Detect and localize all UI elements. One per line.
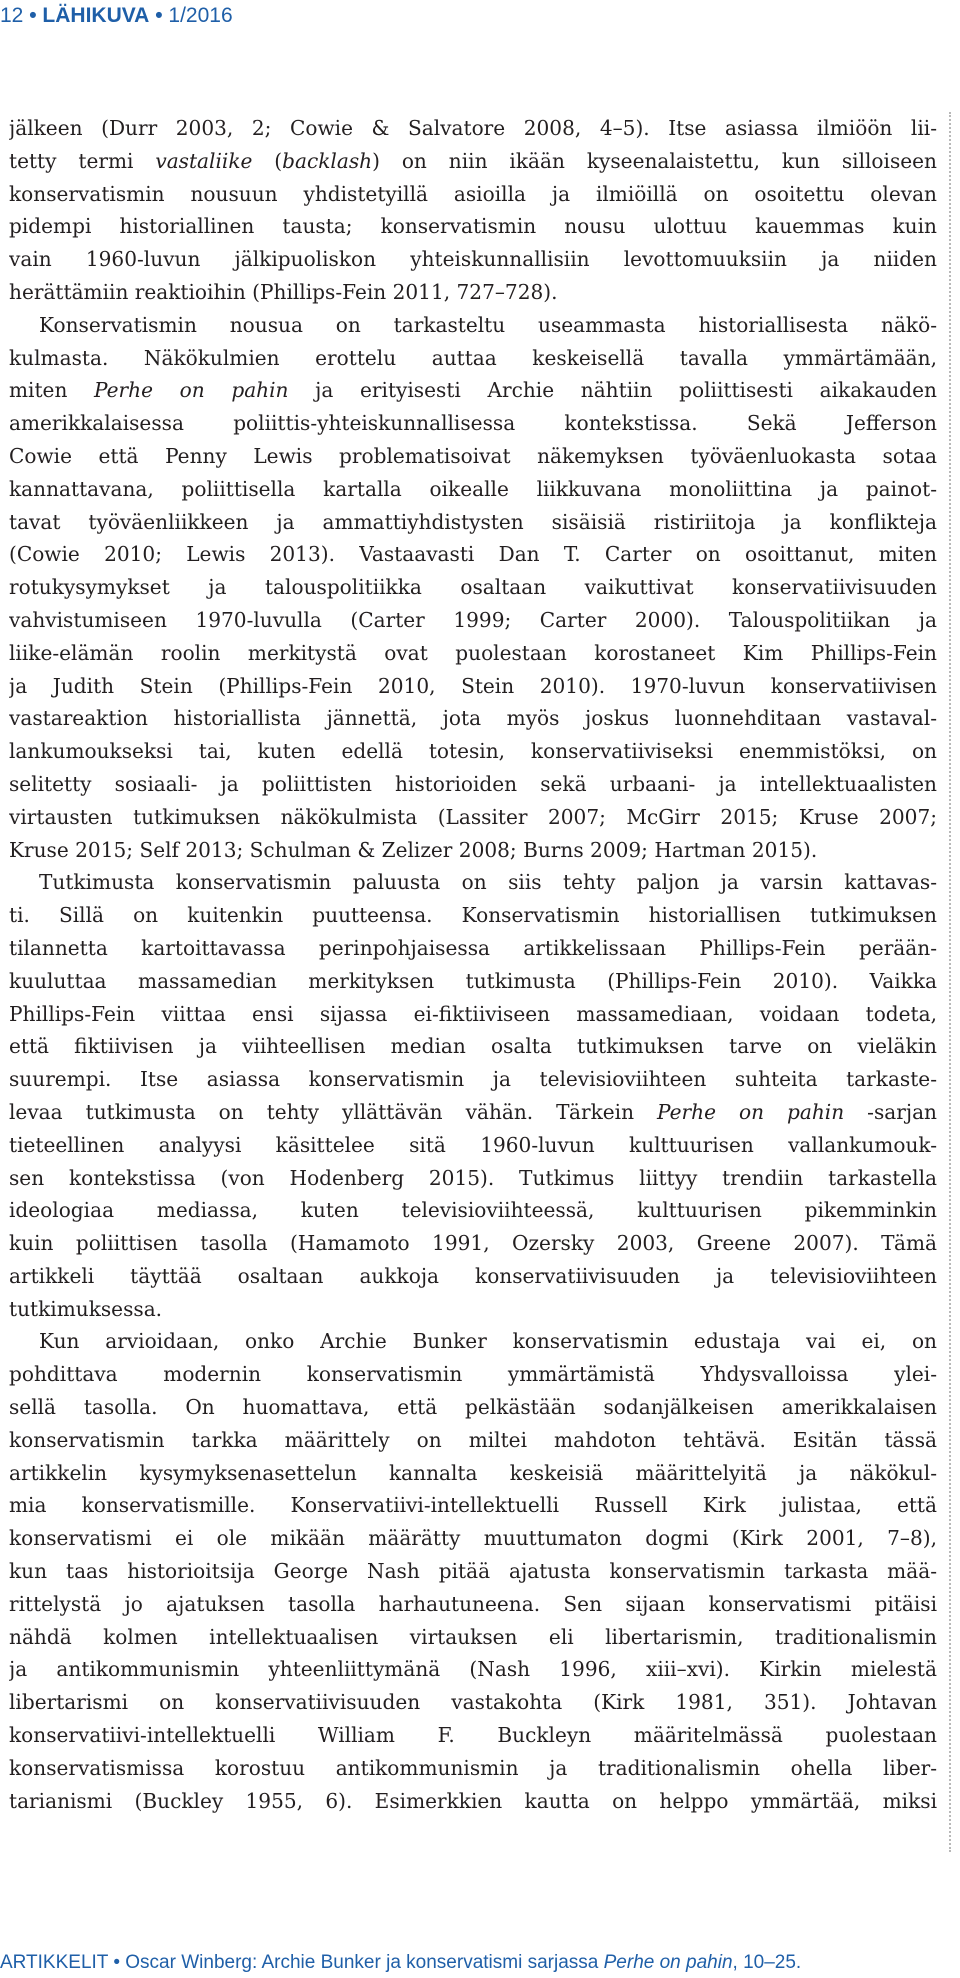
body-text-line xyxy=(9,702,937,735)
article-body xyxy=(9,112,937,1817)
header-separator: • xyxy=(155,4,163,27)
body-text-line xyxy=(9,1260,937,1293)
body-text-line xyxy=(9,670,937,703)
body-text-line xyxy=(9,1162,937,1195)
footer-pages: , 10–25. xyxy=(732,1952,802,1973)
body-text-line xyxy=(9,735,937,768)
body-text-line xyxy=(9,506,937,539)
body-text-line xyxy=(9,1096,937,1129)
text-segment: Cowie että Penny Lewis problematisoivat näkemyksen työväenluokasta sotaa xyxy=(9,443,937,468)
text-segment: vastareaktion historiallista jännettä, jota myös joskus luonnehditaan vastaval- xyxy=(9,706,937,731)
body-text-line xyxy=(9,1785,937,1818)
text-segment: tavat työväenliikkeen ja ammattiyhdistysten sisäisiä ristiriitoja ja konflikteja xyxy=(9,509,937,534)
body-text-line xyxy=(9,899,937,932)
body-text-line xyxy=(9,1030,937,1063)
body-text-line xyxy=(9,866,937,899)
italic-text: Perhe on pahin xyxy=(657,1099,845,1124)
text-segment: selitetty sosiaali- ja poliittisten historioiden sekä urbaani- ja intellektuaalisten xyxy=(9,771,937,796)
running-header xyxy=(0,4,233,28)
text-segment: Kun arvioidaan, onko Archie Bunker konservatismin edustaja vai ei, on xyxy=(39,1329,937,1354)
text-segment: Kruse 2015; Self 2013; Schulman & Zelizer 2008; Burns 2009; Hartman 2015). xyxy=(9,837,818,862)
text-segment: lankumoukseksi tai, kuten edellä totesin, konservatiiviseksi enemmistöksi, on xyxy=(9,739,937,764)
body-text-line xyxy=(9,145,937,178)
header-separator: • xyxy=(29,4,37,27)
text-segment: amerikkalaisessa poliittis-yhteiskunnallisessa kontekstissa. Sekä Jefferson xyxy=(9,411,937,436)
body-text-line xyxy=(9,637,937,670)
text-segment: kuin poliittisen tasolla (Hamamoto 1991, Ozersky 2003, Greene 2007). Tämä xyxy=(9,1231,937,1256)
body-text-line xyxy=(9,801,937,834)
text-segment: konservatiivi-intellektuelli William F. Buckleyn määritelmässä puolestaan xyxy=(9,1723,937,1748)
body-text-line xyxy=(9,965,937,998)
text-segment: liike-elämän roolin merkitystä ovat puolestaan korostaneet Kim Phillips-Fein xyxy=(9,640,937,665)
body-text-line xyxy=(9,1555,937,1588)
text-segment: vahvistumiseen 1970-luvulla (Carter 1999; Carter 2000). Talouspolitiikan ja xyxy=(9,607,937,632)
text-segment: levaa tutkimusta on tehty yllättävän vähän. Tärkein xyxy=(9,1099,658,1124)
text-segment: Phillips-Fein viittaa ensi sijassa ei-fiktiiviseen massamediaan, voidaan todeta, xyxy=(9,1001,937,1026)
body-text-line xyxy=(9,768,937,801)
text-segment: konservatismin tarkka määrittely on miltei mahdoton tehtävä. Esitän tässä xyxy=(9,1427,937,1452)
body-text-line xyxy=(9,1752,937,1785)
text-segment: virtausten tutkimuksen näkökulmista (Lassiter 2007; McGirr 2015; Kruse 2007; xyxy=(9,804,937,829)
body-text-line xyxy=(9,1325,937,1358)
text-segment: artikkelin kysymyksenasettelun kannalta keskeisiä määrittelyitä ja näkökul- xyxy=(9,1460,937,1485)
text-segment: konservatismissa korostuu antikommunismin ja traditionalismin ohella liber- xyxy=(9,1755,937,1780)
body-text-line xyxy=(9,1063,937,1096)
footer-section: ARTIKKELIT xyxy=(0,1952,109,1973)
text-segment: jälkeen (Durr 2003, 2; Cowie & Salvatore 2008, 4–5). Itse asiassa ilmiöön lii- xyxy=(9,116,937,140)
body-text-line xyxy=(9,440,937,473)
text-segment: tutkimuksessa. xyxy=(9,1296,163,1321)
body-text-line xyxy=(9,243,937,276)
text-segment: artikkeli täyttää osaltaan aukkoja konservatiivisuuden ja televisioviihteen xyxy=(9,1263,937,1288)
text-segment: ja antikommunismin yhteenliittymänä (Nash 1996, xiii–xvi). Kirkin mielestä xyxy=(9,1657,937,1682)
running-footer xyxy=(0,1952,801,1974)
text-segment: sen kontekstissa (von Hodenberg 2015). Tutkimus liittyy trendiin tarkastella xyxy=(9,1165,937,1190)
body-text-line xyxy=(9,1391,937,1424)
text-segment: pohdittava modernin konservatismin ymmärtämistä Yhdysvalloissa ylei- xyxy=(9,1362,937,1387)
text-segment: Tutkimusta konservatismin paluusta on siis tehty paljon ja varsin kattavas- xyxy=(39,870,937,895)
body-text-line xyxy=(9,834,937,867)
footer-series-title: Perhe on pahin xyxy=(603,1952,733,1973)
italic-text: Perhe on pahin xyxy=(94,378,289,403)
text-segment: ideologiaa mediassa, kuten televisioviihteessä, kulttuurisen pikemminkin xyxy=(9,1198,937,1223)
margin-dotted-rule xyxy=(949,112,951,1852)
body-text-line xyxy=(9,1588,937,1621)
text-segment: ja Judith Stein (Phillips-Fein 2010, Stein 2010). 1970-luvun konservatiivisen xyxy=(9,673,937,698)
body-text-line xyxy=(9,1227,937,1260)
body-text-line xyxy=(9,309,937,342)
text-segment: pidempi historiallinen tausta; konservatismin nousu ulottuu kauemmas kuin xyxy=(9,214,937,239)
body-text-line xyxy=(9,1358,937,1391)
text-segment: Konservatismin nousua on tarkasteltu useammasta historiallisesta näkö- xyxy=(39,312,937,337)
text-segment: ( xyxy=(252,148,283,173)
body-text-line xyxy=(9,210,937,243)
text-segment: tarianismi (Buckley 1955, 6). Esimerkkien kautta on helppo ymmärtää, miksi xyxy=(9,1788,937,1813)
body-text-line xyxy=(9,112,937,145)
text-segment: kuuluttaa massamedian merkityksen tutkimusta (Phillips-Fein 2010). Vaikka xyxy=(9,968,937,993)
text-segment: tieteellinen analyysi käsittelee sitä 1960-luvun kulttuurisen vallankumouk- xyxy=(9,1132,937,1157)
body-text-line xyxy=(9,571,937,604)
text-segment: että fiktiivisen ja viihteellisen median osalta tutkimuksen tarve on vieläkin xyxy=(9,1034,937,1059)
text-segment: -sarjan xyxy=(844,1099,937,1124)
body-text-line xyxy=(9,538,937,571)
body-text-line xyxy=(9,1293,937,1326)
text-segment: konservatismin nousuun yhdistetyillä asioilla ja ilmiöillä on osoitettu olevan xyxy=(9,181,937,206)
body-text-line xyxy=(9,1621,937,1654)
text-segment: ti. Sillä on kuitenkin puutteensa. Konservatismin historiallisen tutkimuksen xyxy=(9,903,937,928)
body-text-line xyxy=(9,1457,937,1490)
text-segment: tilannetta kartoittavassa perinpohjaisessa artikkelissaan Phillips-Fein perään- xyxy=(9,935,937,960)
page-number: 12 xyxy=(0,4,24,27)
body-text-line xyxy=(9,1653,937,1686)
body-text-line xyxy=(9,1489,937,1522)
text-segment: libertarismi on konservatiivisuuden vastakohta (Kirk 1981, 351). Johtavan xyxy=(9,1690,937,1715)
body-text-line xyxy=(9,1686,937,1719)
text-segment: nähdä kolmen intellektuaalisen virtauksen eli libertarismin, traditionalismin xyxy=(9,1624,937,1649)
italic-text: vastaliike xyxy=(155,148,253,173)
issue-number: 1/2016 xyxy=(168,4,233,27)
body-text-line xyxy=(9,1424,937,1457)
text-segment: konservatismi ei ole mikään määrätty muuttumaton dogmi (Kirk 2001, 7–8), xyxy=(9,1526,937,1551)
body-text-line xyxy=(9,473,937,506)
text-segment: kulmasta. Näkökulmien erottelu auttaa keskeisellä tavalla ymmärtämään, xyxy=(9,345,937,370)
text-segment: sellä tasolla. On huomattava, että pelkästään sodanjälkeisen amerikkalaisen xyxy=(9,1395,937,1420)
text-segment: kannattavana, poliittisella kartalla oikealle liikkuvana monoliittina ja painot- xyxy=(9,476,937,501)
text-segment: vain 1960-luvun jälkipuoliskon yhteiskunnallisiin levottomuuksiin ja niiden xyxy=(9,247,937,272)
text-segment: rotukysymykset ja talouspolitiikka osaltaan vaikuttivat konservatiivisuuden xyxy=(9,575,937,600)
body-text-line xyxy=(9,932,937,965)
body-text-line xyxy=(9,604,937,637)
body-text-line xyxy=(9,407,937,440)
body-text-line xyxy=(9,374,937,407)
text-segment: herättämiin reaktioihin (Phillips-Fein 2011, 727–728). xyxy=(9,279,558,304)
body-text-line xyxy=(9,1194,937,1227)
text-segment: tetty termi xyxy=(9,148,156,173)
italic-text: backlash xyxy=(282,148,373,173)
body-text-line xyxy=(9,178,937,211)
body-text-line xyxy=(9,1522,937,1555)
body-text-line xyxy=(9,1129,937,1162)
text-segment: mia konservatismille. Konservatiivi-intellektuelli Russell Kirk julistaa, että xyxy=(9,1493,937,1518)
text-segment: ) on niin ikään kyseenalaistettu, kun silloiseen xyxy=(372,148,937,173)
body-text-line xyxy=(9,998,937,1031)
body-text-line xyxy=(9,276,937,309)
text-segment: rittelystä jo ajatuksen tasolla harhautuneena. Sen sijaan konservatismi pitäisi xyxy=(9,1591,937,1616)
body-text-line xyxy=(9,1719,937,1752)
journal-title: LÄHIKUVA xyxy=(42,4,150,27)
body-text-line xyxy=(9,342,937,375)
text-segment: suurempi. Itse asiassa konservatismin ja televisioviihteen suhteita tarkaste- xyxy=(9,1067,937,1092)
text-segment: ja erityisesti Archie nähtiin poliittisesti aikakauden xyxy=(288,378,937,403)
footer-separator: • xyxy=(113,1952,120,1973)
footer-article-info: Oscar Winberg: Archie Bunker ja konservatismi sarjassa xyxy=(125,1952,604,1973)
text-segment: kun taas historioitsija George Nash pitää ajatusta konservatismin tarkasta mää- xyxy=(9,1559,937,1584)
text-segment: (Cowie 2010; Lewis 2013). Vastaavasti Dan T. Carter on osoittanut, miten xyxy=(9,542,937,567)
text-segment: miten xyxy=(9,378,95,403)
